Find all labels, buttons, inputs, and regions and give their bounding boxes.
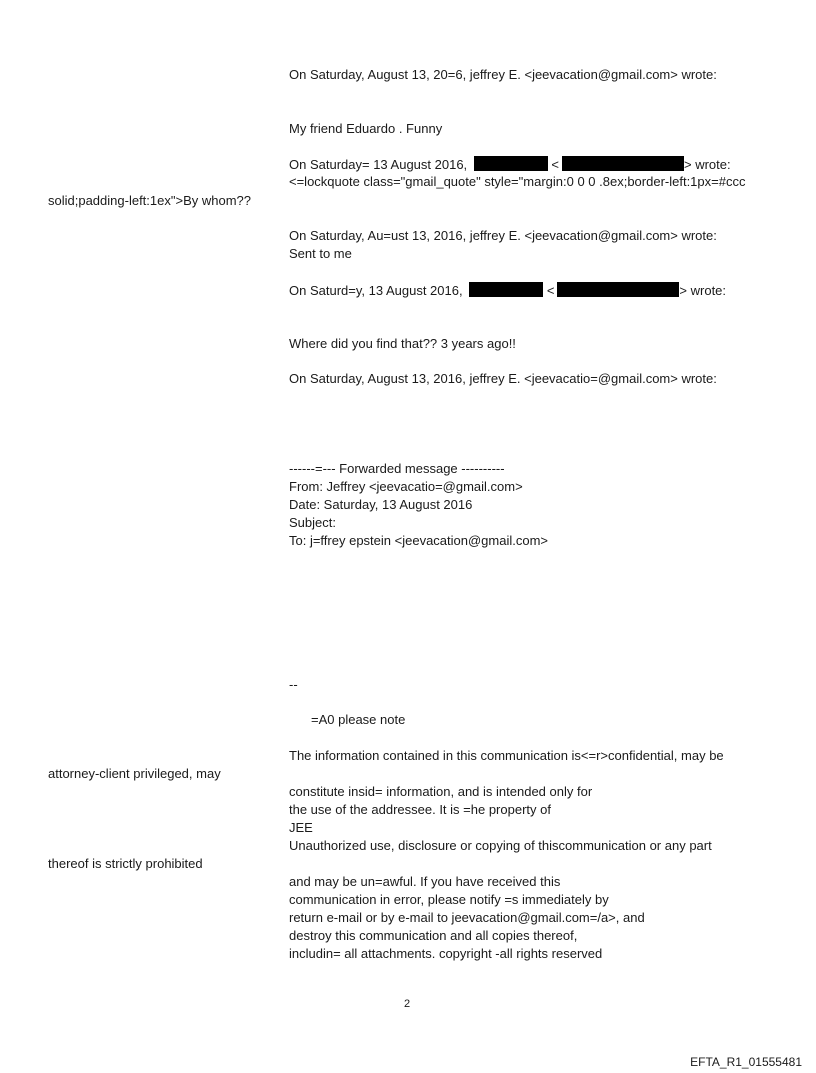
redaction-block	[557, 282, 679, 297]
disclaimer-line: thereof is strictly prohibited	[48, 856, 203, 871]
disclaimer-line: constitute insid= information, and is intended only for	[289, 784, 593, 799]
quote-date: On Saturday= 13 August 2016,	[289, 157, 468, 172]
disclaimer-line: JEE	[289, 820, 313, 835]
disclaimer-line: The information contained in this communication is<=r>confidential, may be	[289, 748, 724, 763]
quote-header-2	[289, 156, 731, 173]
quote-header-5: On Saturday, August 13, 2016, jeffrey E. <jeevacatio=@gmail.com> wrote:	[289, 371, 717, 386]
disclaimer-line: and may be un=awful. If you have received this	[289, 874, 561, 889]
angle-bracket: <	[546, 283, 555, 298]
forwarded-subject: Subject:	[289, 515, 336, 530]
wrote-label: > wrote:	[679, 283, 727, 298]
message-line: Sent to me	[289, 246, 352, 261]
quote-header-3: On Saturday, Au=ust 13, 2016, jeffrey E. <jeevacation@gmail.com> wrote:	[289, 228, 717, 243]
angle-bracket: <	[551, 157, 560, 172]
disclaimer-line: the use of the addressee. It is =he property of	[289, 802, 551, 817]
disclaimer-line: return e-mail or by e-mail to jeevacation@gmail.com=/a>, and	[289, 910, 645, 925]
forwarded-from: From: Jeffrey <jeevacatio=@gmail.com>	[289, 479, 523, 494]
redaction-block	[562, 156, 684, 171]
html-fragment-line: <=lockquote class="gmail_quote" style="margin:0 0 0 .8ex;border-left:1px=#ccc	[289, 174, 746, 189]
forwarded-divider: ------=--- Forwarded message ----------	[289, 461, 505, 476]
html-fragment-line: solid;padding-left:1ex">By whom??	[48, 193, 251, 208]
disclaimer-line: communication in error, please notify =s immediately by	[289, 892, 609, 907]
disclaimer-line: Unauthorized use, disclosure or copying of thiscommunication or any part	[289, 838, 712, 853]
forwarded-to: To: j=ffrey epstein <jeevacation@gmail.com>	[289, 533, 549, 548]
page-number: 2	[404, 998, 411, 1010]
wrote-label: > wrote:	[684, 157, 731, 172]
forwarded-date: Date: Saturday, 13 August 2016	[289, 497, 473, 512]
signature-separator: --	[289, 677, 298, 692]
bates-number: EFTA_R1_01555481	[690, 1055, 802, 1069]
message-line: Where did you find that?? 3 years ago!!	[289, 336, 516, 351]
disclaimer-line: attorney-client privileged, may	[48, 766, 221, 781]
redaction-block	[474, 156, 548, 171]
quote-date: On Saturd=y, 13 August 2016,	[289, 283, 463, 298]
redaction-block	[469, 282, 543, 297]
message-line: My friend Eduardo . Funny	[289, 121, 443, 136]
disclaimer-heading: =A0 please note	[311, 712, 406, 727]
disclaimer-line: includin= all attachments. copyright -all rights reserved	[289, 946, 603, 961]
disclaimer-line: destroy this communication and all copies thereof,	[289, 928, 578, 943]
quote-header-1: On Saturday, August 13, 20=6, jeffrey E. <jeevacation@gmail.com> wrote:	[289, 67, 717, 82]
quote-header-4	[289, 282, 726, 299]
